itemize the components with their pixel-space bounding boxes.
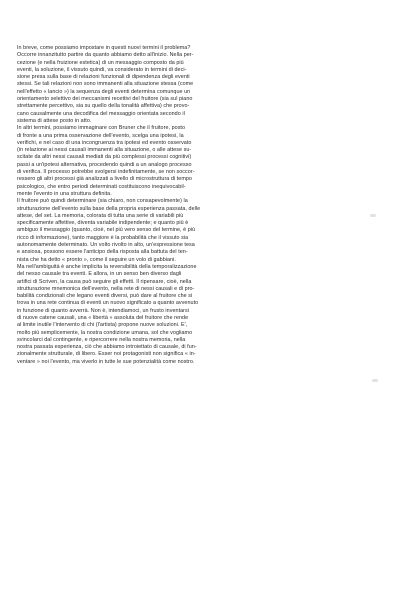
margin-smudge xyxy=(370,214,376,217)
paragraph-2: In altri termini, possiamo immaginare con Bruner che il fruitore, posto di fronte a una prima osservazione dell'evento, scelga una ipotesi, la verifichi, e nel caso di una incongruenza tra ipotesi ed evento osservato (in relazione ai nessi causali immanenti alla situazione, o alle attese su- scitate da altri nessi causali mediati da più complessi processi cognitivi) passi a un'ipotesi alternativa, procedendo quindi a un analogo processo di verifica. Il processo potrebbe svolgersi indefinitamente, se non soccor- ressero gli altri processi già analizzati a livello di microstruttura di tempo psicologico, che entro periodi determinati costituiscono inequivocabil- mente l'evento in una struttura definita. xyxy=(17,125,195,197)
paragraph-3: Il fruitore può quindi determinare (sia chiaro, non consapevolmente) la strutturazione dell'evento sulla base della propria esperienza passata, delle attese, del set. La memoria, colorata di tutta una serie di variabili più specificamente affettive, diventa variabile indipendente; e quanto più è ambiguo il messaggio (quanto, cioè, nel più vero senso del termine, è più ricco di informazione), tanto maggiore è la probabilità che il vissuto sia autonomamente determinato. Un volto rivolto in alto, un'espressione tesa e ansiosa, possono essere l'anticipo della risposta alla battuta del ten- nista che ha detto « pronto », come il seguire un volo di gabbiani. xyxy=(17,198,201,263)
body-text xyxy=(17,45,297,366)
paragraph-4: Ma nell'ambiguità è anche implicita la reversibilità della temporalizzazione del nesso causale tra eventi. E allora, in un senso ben diverso dagli artifici di Scriven, la causa può seguire gli effetti. Il ripensare, cioè, nella strutturazione mnemonica dell'evento, nella rete di nessi causali e di pro- babilità condizionali che legano eventi diversi, può dare al fruitore che si trova in una rete continua di eventi un nuovo significato a quanto avvenuto in funzione di quanto avverrà. Non è, intendiamoci, un frusto inventarsi di nuove catene causali, una « libertà » assoluta del fruitore che rende al limite inutile l'intervento di chi (l'artista) propone nuove soluzioni. E', molto più semplicemente, la nostra condizione umana, sol che vogliamo svincolarci dal contingente, e ripercorrere nella nostra memoria, nella nostra passata esperienza, ciò che abbiamo introiettato di causale, di fun- zionalmente strutturale, di libero. Esser noi protagonisti non significa « in- ventare » noi l'evento, ma viverlo in tutte le sue potenzialità come nostro. xyxy=(17,263,199,365)
paragraph-1: In breve, come possiamo impostare in questi nuovi termini il problema? Occorre innanzitutto partire da quanto abbiamo detto all'inizio. Nella per- cezione (e nella fruizione estetica) di un messaggio composto da più eventi, la soluzione, il vissuto quindi, va considerato in termini di deci- sione presa sulla base di relazioni funzionali di dipendenza degli eventi stessi. Se tali relazioni non sono immanenti alla situazione stessa (come nell'effetto « lancio ») la sequenza degli eventi determina comunque un orientamento selettivo dei meccanismi recettivi del fruitore (sia sul piano strettamente percettivo, sia su quello della tonalità affettiva) che provo- cano causalmente una decodifica del messaggio orientata secondo il sistema di attese posto in atto. xyxy=(17,45,194,124)
margin-smudge xyxy=(372,379,378,382)
